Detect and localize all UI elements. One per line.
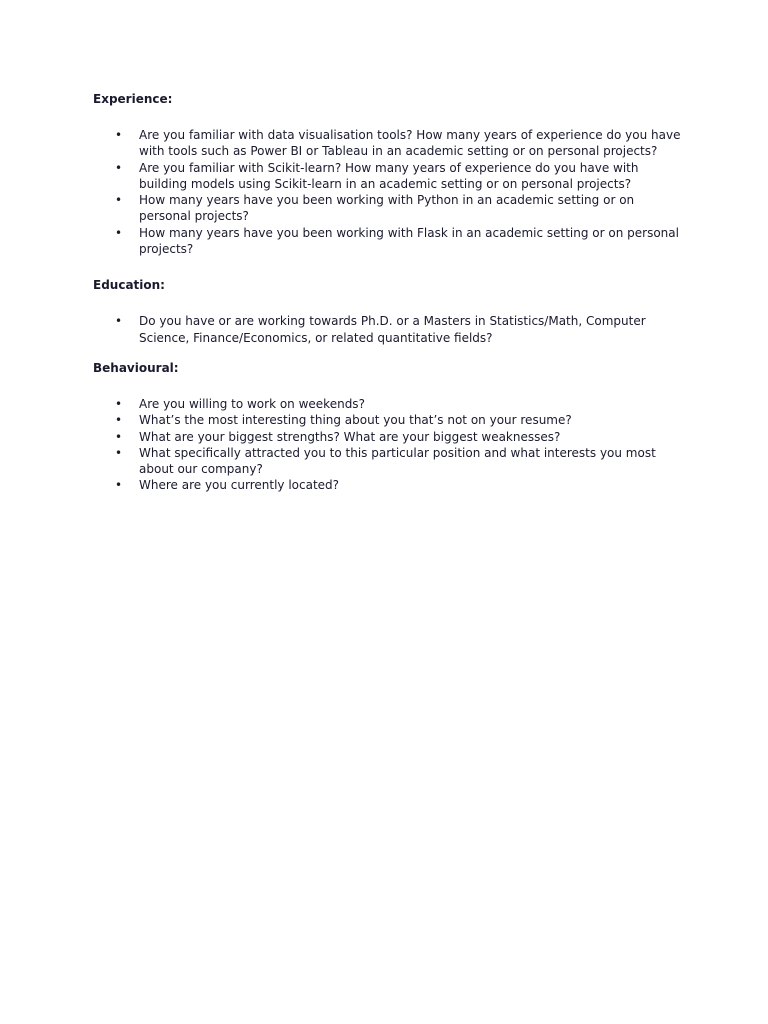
bullet-icon: • bbox=[115, 160, 123, 175]
list-item bbox=[93, 445, 683, 478]
list-item-text: How many years have you been working with Flask in an academic setting or on personal projects? bbox=[139, 225, 679, 257]
list-item-text: What’s the most interesting thing about you that’s not on your resume? bbox=[139, 413, 572, 428]
bullet-icon: • bbox=[115, 413, 123, 428]
education-heading: Education: bbox=[93, 278, 165, 293]
bullet-icon: • bbox=[115, 478, 123, 493]
list-item bbox=[93, 313, 683, 346]
list-item bbox=[93, 127, 683, 160]
experience-list bbox=[93, 127, 683, 257]
list-item-text: How many years have you been working with Python in an academic setting or on personal projects? bbox=[139, 193, 635, 224]
list-item-text: Where are you currently located? bbox=[139, 478, 340, 493]
education-section bbox=[93, 277, 683, 346]
bullet-icon: • bbox=[115, 445, 123, 460]
education-list bbox=[93, 313, 683, 346]
list-item bbox=[93, 429, 683, 445]
bullet-icon: • bbox=[115, 128, 123, 142]
list-item bbox=[93, 412, 683, 428]
behavioural-list bbox=[93, 396, 683, 494]
bullet-icon: • bbox=[115, 314, 123, 329]
list-item bbox=[93, 225, 683, 258]
list-item bbox=[93, 396, 683, 412]
list-item bbox=[93, 160, 683, 193]
list-item-text: What are your biggest strengths? What are your biggest weaknesses? bbox=[139, 429, 561, 444]
behavioural-heading: Behavioural: bbox=[93, 360, 179, 375]
list-item-text: What specifically attracted you to this particular position and what interests you most about our company? bbox=[139, 445, 656, 477]
experience-section bbox=[93, 91, 683, 257]
bullet-icon: • bbox=[115, 396, 123, 411]
list-item-text: Are you willing to work on weekends? bbox=[139, 396, 365, 411]
experience-heading: Experience: bbox=[93, 92, 173, 106]
list-item-text: Are you familiar with data visualisation tools? How many years of experience do you have with tools such as Power BI or Tableau in an academic setting or on personal projects? bbox=[139, 128, 681, 159]
document-page bbox=[93, 91, 683, 494]
list-item bbox=[93, 192, 683, 225]
list-item bbox=[93, 477, 683, 493]
bullet-icon: • bbox=[115, 193, 123, 208]
bullet-icon: • bbox=[115, 429, 123, 444]
behavioural-section bbox=[93, 360, 683, 494]
list-item-text: Do you have or are working towards Ph.D. or a Masters in Statistics/Math, Computer Science, Finance/Economics, or related quantitative fields? bbox=[139, 314, 646, 345]
list-item-text: Are you familiar with Scikit-learn? How many years of experience do you have with building models using Scikit-learn in an academic setting or on personal projects? bbox=[139, 160, 639, 191]
bullet-icon: • bbox=[115, 225, 123, 240]
